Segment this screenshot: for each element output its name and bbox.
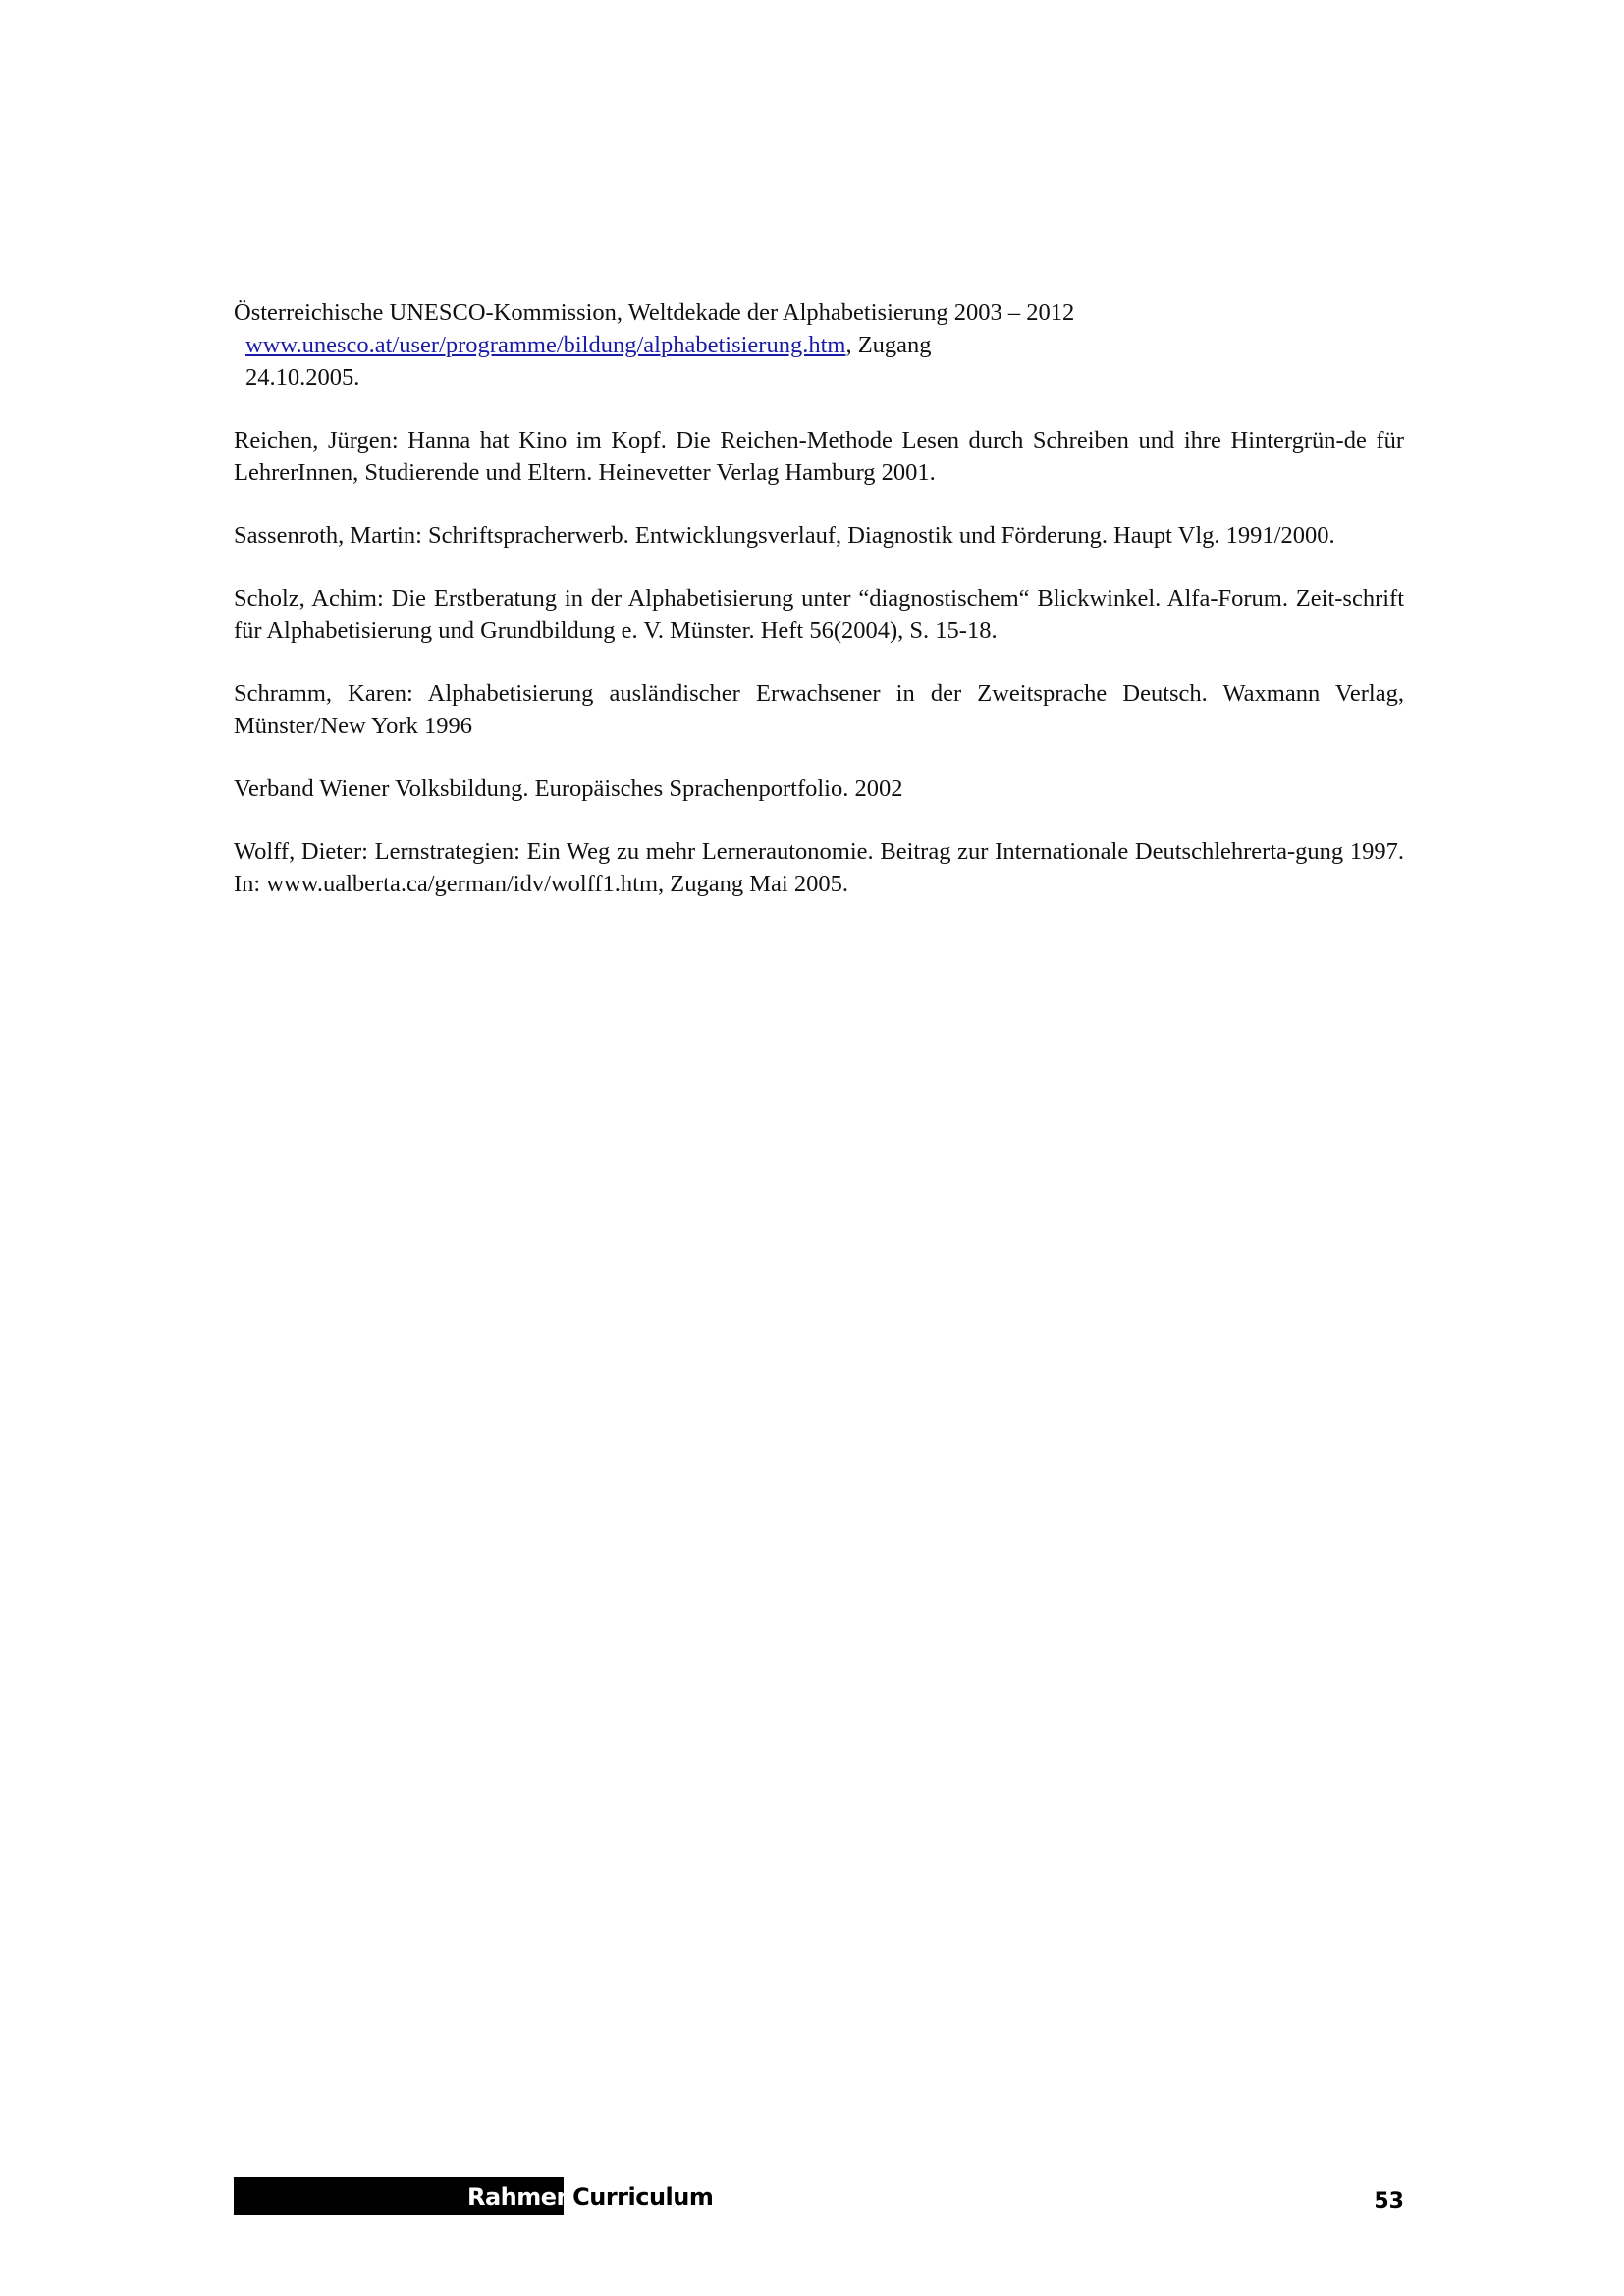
page-number: 53 xyxy=(1374,2189,1404,2214)
reference-unesco-date: 24.10.2005. xyxy=(245,364,360,391)
reference-unesco-access: , Zugang xyxy=(845,332,932,358)
reference-unesco-link-line xyxy=(234,329,1404,361)
reference-verband: Verband Wiener Volksbildung. Europäisches Sprachenportfolio. 2002 xyxy=(234,775,903,802)
reference-scholz: Scholz, Achim: Die Erstberatung in der Alphabetisierung unter “diagnostischem“ Blickwinkel. Alfa-Forum. Zeit-schrift für Alphabetisierung und Grundbildung e. V. Münster. Heft 56(2004), S. 15-18. xyxy=(234,585,1404,644)
footer-brand-logo xyxy=(467,2180,713,2214)
reference-sassenroth: Sassenroth, Martin: Schriftspracherwerb. Entwicklungsverlauf, Diagnostik und Förderung. Haupt Vlg. 1991/2000. xyxy=(234,522,1335,549)
footer-brand-curriculum: Curriculum xyxy=(572,2183,714,2211)
unesco-link[interactable]: www.unesco.at/user/programme/bildung/alphabetisierung.htm xyxy=(245,332,846,358)
reference-unesco-title: Österreichische UNESCO-Kommission, Weltdekade der Alphabetisierung 2003 – 2012 xyxy=(234,299,1075,326)
footer-brand-rahmen: Rahmen xyxy=(467,2183,573,2211)
reference-schramm: Schramm, Karen: Alphabetisierung ausländischer Erwachsener in der Zweitsprache Deutsch. Waxmann Verlag, Münster/New York 1996 xyxy=(234,680,1404,739)
reference-list xyxy=(234,296,1404,931)
reference-unesco xyxy=(234,296,1404,394)
reference-wolff: Wolff, Dieter: Lernstrategien: Ein Weg zu mehr Lernerautonomie. Beitrag zur Internationale Deutschlehrerta-gung 1997. In: www.ualberta.ca/german/idv/wolff1.htm, Zugang Mai 2005. xyxy=(234,838,1404,897)
reference-reichen: Reichen, Jürgen: Hanna hat Kino im Kopf. Die Reichen-Methode Lesen durch Schreiben und ihre Hintergrün-de für LehrerInnen, Studierende und Eltern. Heinevetter Verlag Hamburg 2001. xyxy=(234,427,1404,486)
